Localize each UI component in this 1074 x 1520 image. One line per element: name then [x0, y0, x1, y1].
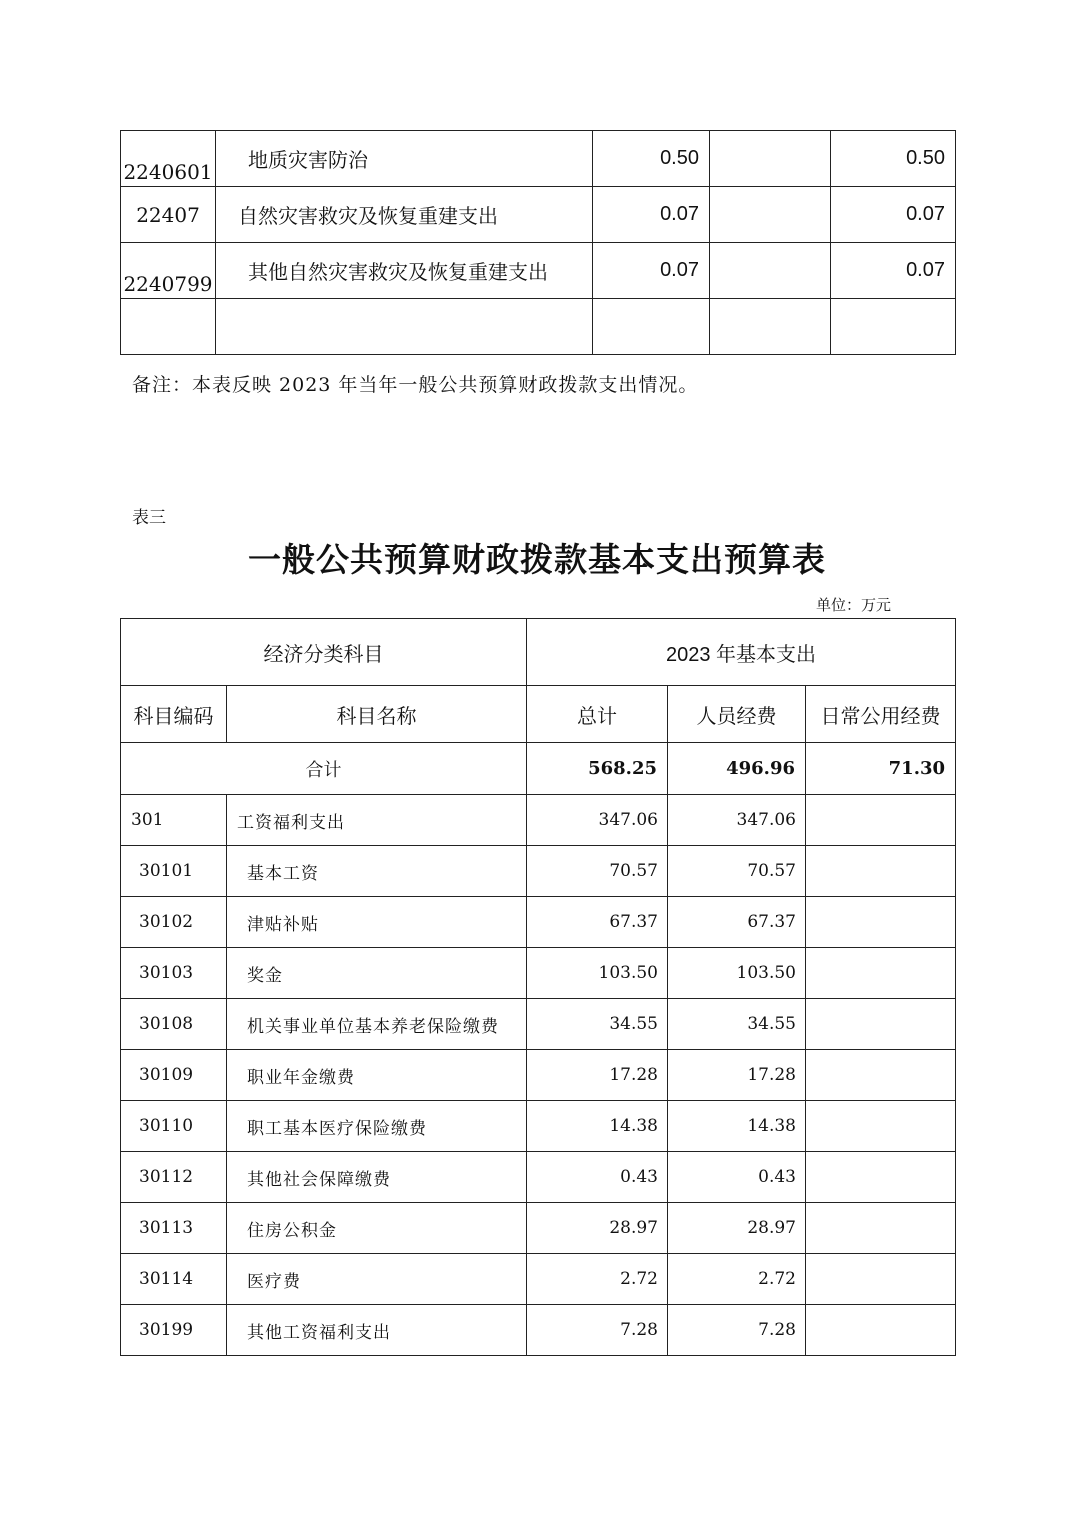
subject-name: 其他自然灾害救灾及恢复重建支出	[216, 243, 593, 299]
subject-code: 30101	[121, 846, 227, 897]
public-value	[806, 1152, 956, 1203]
total-value: 7.28	[527, 1305, 668, 1356]
public-header: 日常公用经费	[806, 686, 956, 743]
public-value	[806, 1050, 956, 1101]
totals-public: 71.30	[806, 743, 956, 795]
personnel-value: 17.28	[668, 1050, 806, 1101]
page-title: 一般公共预算财政拨款基本支出预算表	[248, 540, 826, 579]
total-value: 17.28	[527, 1050, 668, 1101]
project-value: 0.07	[831, 187, 956, 243]
subject-code: 2240601	[121, 131, 216, 187]
table-row	[121, 1050, 956, 1101]
table-row	[121, 243, 956, 299]
totals-personnel: 496.96	[668, 743, 806, 795]
table-row	[121, 795, 956, 846]
subject-code: 30103	[121, 948, 227, 999]
table-row	[121, 846, 956, 897]
total-value: 34.55	[527, 999, 668, 1050]
public-value	[806, 846, 956, 897]
total-value: 0.43	[527, 1152, 668, 1203]
table-row	[121, 1203, 956, 1254]
subject-name: 住房公积金	[227, 1203, 527, 1254]
total-value	[593, 299, 710, 355]
subject-name: 奖金	[227, 948, 527, 999]
table-label: 表三	[132, 508, 166, 528]
personnel-value: 103.50	[668, 948, 806, 999]
public-value	[806, 1305, 956, 1356]
total-value: 28.97	[527, 1203, 668, 1254]
table-row	[121, 299, 956, 355]
subject-code: 2240799	[121, 243, 216, 299]
subject-code: 30199	[121, 1305, 227, 1356]
subject-name: 津贴补贴	[227, 897, 527, 948]
basic-value	[710, 299, 831, 355]
table-row	[121, 999, 956, 1050]
subject-code: 30114	[121, 1254, 227, 1305]
basic-value	[710, 187, 831, 243]
project-value: 0.50	[831, 131, 956, 187]
subject-name: 工资福利支出	[227, 795, 527, 846]
subject-code: 30108	[121, 999, 227, 1050]
table-note: 备注：本表反映 2023 年当年一般公共预算财政拨款支出情况。	[132, 374, 699, 396]
totals-row	[121, 743, 956, 795]
subject-name: 机关事业单位基本养老保险缴费	[227, 999, 527, 1050]
totals-total: 568.25	[527, 743, 668, 795]
table-row	[121, 1305, 956, 1356]
personnel-value: 28.97	[668, 1203, 806, 1254]
personnel-value: 67.37	[668, 897, 806, 948]
subject-name: 其他工资福利支出	[227, 1305, 527, 1356]
subject-name: 基本工资	[227, 846, 527, 897]
public-value	[806, 1254, 956, 1305]
subject-code: 22407	[121, 187, 216, 243]
table-row	[121, 187, 956, 243]
appropriation-expenditure-table-continued	[120, 130, 956, 355]
total-value: 0.07	[593, 187, 710, 243]
total-value: 14.38	[527, 1101, 668, 1152]
table-row	[121, 1254, 956, 1305]
basic-value	[710, 243, 831, 299]
basic-expenditure-budget-table	[120, 618, 956, 1356]
public-value	[806, 795, 956, 846]
subject-name	[216, 299, 593, 355]
personnel-value: 347.06	[668, 795, 806, 846]
personnel-value: 70.57	[668, 846, 806, 897]
personnel-value: 14.38	[668, 1101, 806, 1152]
public-value	[806, 948, 956, 999]
econ-class-header: 经济分类科目	[121, 619, 527, 686]
subject-name: 自然灾害救灾及恢复重建支出	[216, 187, 593, 243]
basic-value	[710, 131, 831, 187]
subject-code: 30110	[121, 1101, 227, 1152]
public-value	[806, 999, 956, 1050]
subject-code: 301	[121, 795, 227, 846]
subject-code: 30112	[121, 1152, 227, 1203]
total-value: 0.07	[593, 243, 710, 299]
public-value	[806, 897, 956, 948]
personnel-value: 7.28	[668, 1305, 806, 1356]
subject-code: 30102	[121, 897, 227, 948]
total-value: 347.06	[527, 795, 668, 846]
total-value: 2.72	[527, 1254, 668, 1305]
subject-name: 其他社会保障缴费	[227, 1152, 527, 1203]
subject-name: 医疗费	[227, 1254, 527, 1305]
project-value	[831, 299, 956, 355]
header-row	[121, 619, 956, 686]
subject-code	[121, 299, 216, 355]
total-value: 0.50	[593, 131, 710, 187]
basic-expenditure-header: 2023 年基本支出	[527, 619, 956, 686]
total-value: 103.50	[527, 948, 668, 999]
personnel-header: 人员经费	[668, 686, 806, 743]
subject-name: 地质灾害防治	[216, 131, 593, 187]
table-row	[121, 897, 956, 948]
subject-name: 职工基本医疗保险缴费	[227, 1101, 527, 1152]
public-value	[806, 1101, 956, 1152]
header-row	[121, 686, 956, 743]
unit-label: 单位：万元	[816, 596, 892, 614]
subject-code-header: 科目编码	[121, 686, 227, 743]
subject-name-header: 科目名称	[227, 686, 527, 743]
project-value: 0.07	[831, 243, 956, 299]
personnel-value: 0.43	[668, 1152, 806, 1203]
public-value	[806, 1203, 956, 1254]
subject-name: 职业年金缴费	[227, 1050, 527, 1101]
table-row	[121, 948, 956, 999]
total-header: 总计	[527, 686, 668, 743]
table-row	[121, 1152, 956, 1203]
total-value: 67.37	[527, 897, 668, 948]
total-value: 70.57	[527, 846, 668, 897]
table-row	[121, 1101, 956, 1152]
totals-label: 合计	[121, 743, 527, 795]
personnel-value: 2.72	[668, 1254, 806, 1305]
personnel-value: 34.55	[668, 999, 806, 1050]
subject-code: 30109	[121, 1050, 227, 1101]
subject-code: 30113	[121, 1203, 227, 1254]
table-row	[121, 131, 956, 187]
